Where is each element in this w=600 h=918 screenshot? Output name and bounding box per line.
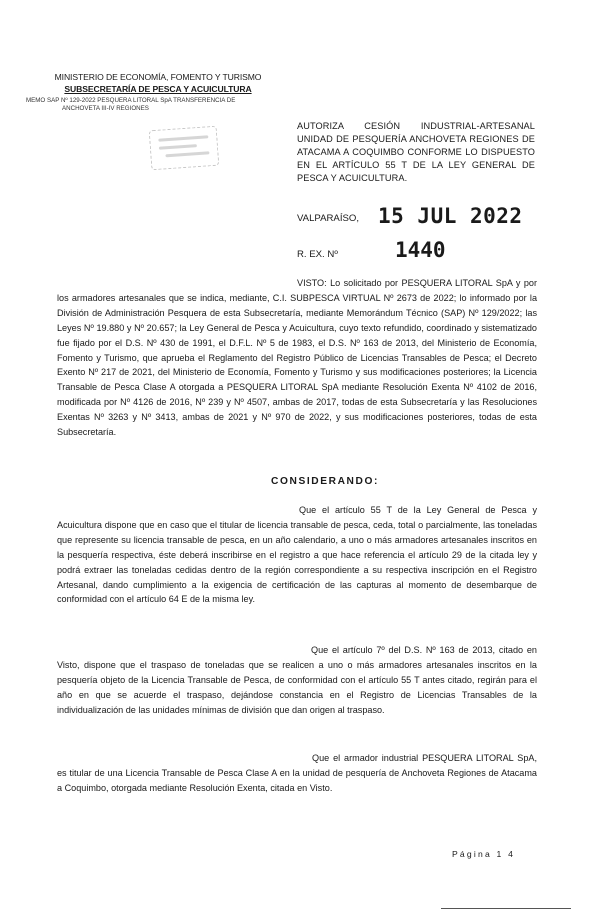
ministry-name: MINISTERIO DE ECONOMÍA, FOMENTO Y TURISMO (54, 72, 262, 82)
resolution-date: 15 JUL 2022 (378, 204, 523, 228)
memo-reference-line-2: ANCHOVETA III-IV REGIONES (62, 105, 149, 112)
considerando-paragraph-1: Que el artículo 55 T de la Ley General de Pesca y Acuicultura dispone que en caso que el titular de licencia transable de pesca, ceda, total o parcialmente, las toneladas que represente su licencia transable de pesca, en un año calendario, a uno o más armadores artesanales inscritos en la pesquería respectiva, éste deberá inscribirse en el registro a que hace referencia el artículo 29 de la citada ley y podrá extraer las toneladas cedidas dentro de la región correspondiente a su respectiva inscripción en el Registro Artesanal, dando cumplimiento a la exigencia de certificación de las capturas al momento de desembarque de conformidad con el artículo 64 E de la misma ley. (57, 505, 537, 605)
considerando-heading: CONSIDERANDO: (271, 476, 379, 487)
considerando-paragraph-3: Que el armador industrial PESQUERA LITORAL SpA, es titular de una Licencia Transable de Pesca Clase A en la unidad de pesquería de Anchoveta Regiones de Atacama a Coquimbo, otorgada mediante Resolución Exenta, citada en Visto. (57, 753, 537, 793)
memo-reference-line-1: MEMO SAP Nº 129-2022 PESQUERA LITORAL SpA TRANSFERENCIA DE (26, 97, 236, 104)
visto-paragraph: VISTO: Lo solicitado por PESQUERA LITORAL SpA y por los armadores artesanales que se indica, mediante, C.I. SUBPESCA VIRTUAL Nº 2673 de 2022; lo informado por la División de Administración Pesquera de esta Subsecretaría, mediante Memorándum Técnico (SAP) Nº 129/2022; las Leyes Nº 19.880 y Nº 20.657; la Ley General de Pesca y Acuicultura, cuyo texto refundido, coordinado y sistematizado fue fijado por el D.S. Nº 430 de 1991, el D.F.L. Nº 5 de 1983, el D.S. Nº 163 de 2013, del Ministerio de Economía, Fomento y Turismo, que aprueba el Reglamento del Registro Público de Licencias Transables de Pesca; el Decreto Exento Nº 217 de 2021, del Ministerio de Economía, Fomento y Turismo y sus modificaciones posteriores; la Licencia Transable de Pesca Clase A otorgada a PESQUERA LITORAL SpA mediante Resolución Exenta Nº 4102 de 2016, modificada por Nº 4126 de 2016, Nº 239 y Nº 4507, ambas de 2017, todas de esta Subsecretaría y las Resoluciones Exentas Nº 3263 y Nº 3413, ambas de 2021 y Nº 970 de 2022, y sus modificaciones posteriores, todas de esta Subsecretaría. (57, 278, 537, 438)
footer-rule (441, 908, 571, 909)
resolution-subject: AUTORIZA CESIÓN INDUSTRIAL-ARTESANAL UNIDAD DE PESQUERÍA ANCHOVETA REGIONES DE ATACAMA A COQUIMBO CONFORME LO DISPUESTO EN EL ARTÍCULO 55 T DE LA LEY GENERAL DE PESCA Y ACUICULTURA. (297, 121, 535, 183)
resolution-number: 1440 (395, 238, 446, 262)
subsecretaria-text: SUBSECRETARÍA DE PESCA Y ACUICULTURA (64, 84, 252, 94)
subsecretaria-name (28, 84, 288, 95)
page-number: Página 1 4 (452, 849, 516, 859)
considerando-paragraph-2: Que el artículo 7º del D.S. Nº 163 de 2013, citado en Visto, dispone que el traspaso de toneladas que se realicen a uno o más armadores artesanales inscritos en la pesquería objeto de la Licencia Transable de Pesca, de conformidad con el artículo 55 T antes citado, regirán para el año en que se acuerde el traspaso, dejándose constancia en el Registro de Licencias Transables de la individualización de las unidades mínimas de división que dan origen al traspaso. (57, 645, 537, 715)
resolution-number-label: R. EX. Nº (297, 249, 338, 260)
office-stamp (149, 126, 220, 171)
place-label: VALPARAÍSO, (297, 213, 360, 224)
